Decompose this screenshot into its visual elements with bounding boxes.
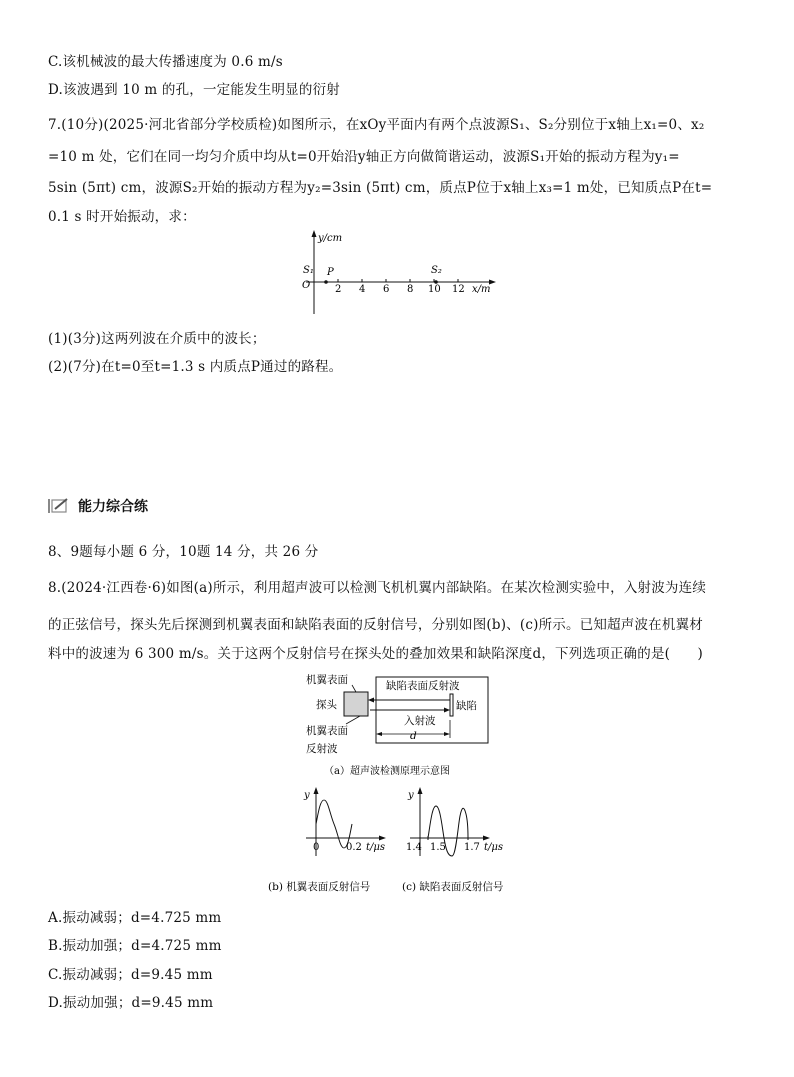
tick-2: 2 bbox=[335, 284, 342, 295]
defect-mark bbox=[450, 694, 453, 716]
captions-bc bbox=[266, 876, 536, 896]
label-d: d bbox=[410, 730, 417, 742]
pencil-icon bbox=[48, 498, 70, 514]
origin-label: O bbox=[302, 280, 311, 291]
option-c: C.振动减弱；d=9.45 mm bbox=[48, 967, 213, 983]
q8-line-3: 料中的波速为 6 300 m/s。关于这两个反射信号在探头处的叠加效果和缺陷深度d，下列选项正确的是( ) bbox=[48, 646, 703, 662]
b-y-label: y bbox=[304, 790, 310, 801]
q7-line-4: 0.1 s 时开始振动，求： bbox=[48, 209, 196, 225]
q7-sub-2: (2)(7分)在t=0至t=1.3 s 内质点P通过的路程。 bbox=[48, 359, 343, 375]
b-t0: 0 bbox=[313, 842, 320, 853]
option-b: B.振动加强；d=4.725 mm bbox=[48, 938, 222, 954]
b-unit: t/μs bbox=[366, 842, 386, 853]
label-incident: 入射波 bbox=[404, 715, 436, 727]
fig-b-surface-signal bbox=[296, 786, 396, 858]
c-unit: t/μs bbox=[484, 842, 504, 853]
y-axis-label: y/cm bbox=[318, 233, 343, 244]
c-t2: 1.7 bbox=[464, 842, 480, 853]
option-c-q6: C.该机械波的最大传播速度为 0.6 m/s bbox=[48, 54, 283, 70]
c-t0: 1.4 bbox=[406, 842, 422, 853]
caption-b: (b) 机翼表面反射信号 bbox=[268, 881, 371, 893]
q7-line-3: 5sin (5πt) cm，波源S₂开始的振动方程为y₂=3sin (5πt) cm，质点P位于x轴上x₃=1 m处，已知质点P在t= bbox=[48, 180, 713, 196]
s1-label: S₁ bbox=[303, 265, 314, 276]
q7-axis-figure bbox=[296, 228, 506, 318]
label-probe: 探头 bbox=[316, 699, 337, 711]
tick-8: 8 bbox=[407, 284, 414, 295]
label-defect-reflection: 缺陷表面反射波 bbox=[386, 680, 460, 692]
fig-a-principle-diagram bbox=[300, 672, 500, 782]
q7-line-2: =10 m 处，它们在同一均匀介质中均从t=0开始沿y轴正方向做简谐运动，波源S₁开始的振动方程为y₁= bbox=[48, 149, 680, 165]
fig-c-defect-signal bbox=[400, 786, 510, 858]
label-wing-surface-bottom: 机翼表面 bbox=[306, 725, 348, 737]
label-defect: 缺陷 bbox=[456, 700, 477, 712]
q8-line-1: 8.(2024·江西卷·6)如图(a)所示，利用超声波可以检测飞机机翼内部缺陷。在某次检测实验中，入射波为连续 bbox=[48, 580, 707, 596]
p-label: P bbox=[327, 267, 334, 278]
option-a: A.振动减弱；d=4.725 mm bbox=[48, 910, 222, 926]
b-wave bbox=[316, 800, 352, 848]
b-t1: 0.2 bbox=[346, 842, 362, 853]
tick-4: 4 bbox=[359, 284, 366, 295]
q8-line-2: 的正弦信号，探头先后探测到机翼表面和缺陷表面的反射信号，分别如图(b)、(c)所示。已知超声波在机翼材 bbox=[48, 617, 703, 633]
section-title: 能力综合练 bbox=[78, 499, 148, 515]
tick-6: 6 bbox=[383, 284, 390, 295]
caption-c: (c) 缺陷表面反射信号 bbox=[402, 881, 504, 893]
label-reflected-bottom: 反射波 bbox=[306, 743, 338, 755]
section-note: 8、9题每小题 6 分，10题 14 分，共 26 分 bbox=[48, 544, 319, 560]
probe-block bbox=[344, 692, 368, 716]
label-wing-surface-top: 机翼表面 bbox=[306, 674, 348, 686]
c-y-label: y bbox=[408, 790, 414, 801]
q7-line-1: 7.(10分)(2025·河北省部分学校质检)如图所示，在xOy平面内有两个点波源S₁、S₂分别位于x轴上x₁=0、x₂ bbox=[48, 117, 705, 133]
option-d: D.振动加强；d=9.45 mm bbox=[48, 995, 214, 1011]
point-p bbox=[324, 280, 328, 284]
c-t1: 1.5 bbox=[430, 842, 446, 853]
caption-a: （a）超声波检测原理示意图 bbox=[324, 766, 450, 777]
q7-sub-1: (1)(3分)这两列波在介质中的波长； bbox=[48, 331, 266, 347]
y-axis-arrow bbox=[312, 230, 317, 237]
section-heading bbox=[48, 496, 148, 516]
tick-12: 12 bbox=[452, 284, 465, 295]
option-d-q6: D.该波遇到 10 m 的孔，一定能发生明显的衍射 bbox=[48, 82, 340, 98]
tick-10: 10 bbox=[428, 284, 441, 295]
s2-label: S₂ bbox=[431, 265, 442, 276]
x-axis-label: x/m bbox=[472, 284, 491, 295]
